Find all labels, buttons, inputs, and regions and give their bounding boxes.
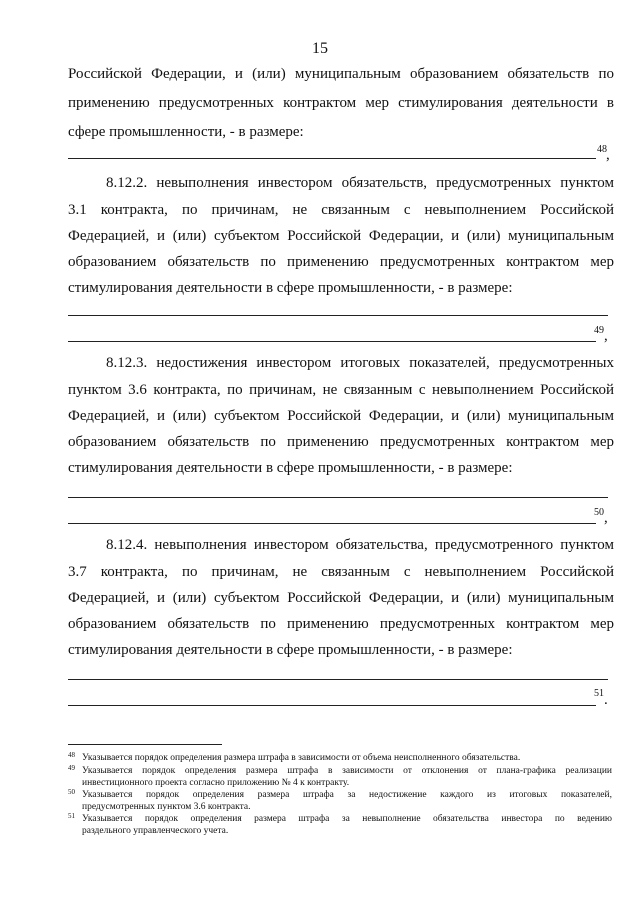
footnote-text: Указывается порядок определения размера штрафа в зависимости от объема неисполненного обязательства. (82, 753, 521, 763)
text-line: образованием обязательств по применению предусмотренных контрактом мер (68, 434, 614, 450)
footnote-line: предусмотренных пунктом 3.6 контракта. (82, 802, 251, 812)
footnote (68, 764, 612, 789)
text-line: 8.12.3. недостижения инвестором итоговых показателей, предусмотренных (106, 355, 614, 371)
text-line: пунктом 3.6 контракта, по причинам, не связанным с невыполнением Российской (68, 382, 614, 398)
text-line: 8.12.4. невыполнения инвестором обязательства, предусмотренного пунктом (106, 537, 614, 553)
trailing-punct: , (604, 328, 608, 344)
blank-rule (68, 705, 596, 706)
blank-rule (68, 679, 608, 680)
text-line: образованием обязательств по применению предусмотренных контрактом мер (68, 254, 614, 270)
text-line: образованием обязательств по применению предусмотренных контрактом мер (68, 616, 614, 632)
footnote-line: Указывается порядок определения размера штрафа в зависимости от отклонения от плана-графика реализации (82, 766, 612, 776)
text-line: Федерацией, и (или) субъектом Российской Федерации, и (или) муниципальным (68, 590, 614, 606)
trailing-punct: . (604, 692, 608, 708)
text-line: стимулирования деятельности в сфере промышленности, - в размере: (68, 460, 513, 476)
text-line: сфере промышленности, - в размере: (68, 124, 304, 140)
footnote-text (82, 789, 612, 813)
text-line: стимулирования деятельности в сфере промышленности, - в размере: (68, 642, 513, 658)
blank-rule (68, 497, 608, 498)
text-line: 3.7 контракта, по причинам, не связанным с невыполнением Российской (68, 564, 614, 580)
text-line: Федерацией, и (или) субъектом Российской Федерации, и (или) муниципальным (68, 228, 614, 244)
text-line: Российской Федерации, и (или) муниципальным образованием обязательств по (68, 66, 614, 82)
footnote-line: Указывается порядок определения размера штрафа за невыполнение обязательства инвестора по ведению (82, 814, 612, 824)
text-line: 3.1 контракта, по причинам, не связанным с невыполнением Российской (68, 202, 614, 218)
text-line: Федерацией, и (или) субъектом Российской Федерации, и (или) муниципальным (68, 408, 614, 424)
footnote (68, 752, 608, 765)
footnote-text (82, 765, 612, 789)
trailing-punct: , (606, 147, 610, 163)
footnote (68, 788, 612, 813)
footnote-ref: 48 (597, 144, 607, 155)
footnote (68, 812, 612, 837)
blank-rule (68, 341, 596, 342)
footnote-line: инвестиционного проекта согласно приложению № 4 к контракту. (82, 778, 350, 788)
footnote-number: 51 (68, 812, 75, 820)
footnote-ref: 49 (594, 325, 604, 336)
footnote-number: 49 (68, 764, 75, 772)
text-line: применению предусмотренных контрактом мер стимулирования деятельности в (68, 95, 614, 111)
footnote-ref: 50 (594, 507, 604, 518)
text-line: 8.12.2. невыполнения инвестором обязательств, предусмотренных пунктом (106, 175, 614, 191)
footnote-text (82, 813, 612, 837)
blank-rule (68, 523, 596, 524)
footnote-ref: 51 (594, 688, 604, 699)
blank-rule (68, 158, 596, 159)
footnote-number: 48 (68, 751, 75, 759)
trailing-punct: , (604, 510, 608, 526)
footnote-line: раздельного управленческого учета. (82, 826, 229, 836)
blank-rule (68, 315, 608, 316)
text-line: стимулирования деятельности в сфере промышленности, - в размере: (68, 280, 513, 296)
page-number: 15 (312, 40, 328, 57)
footnote-separator (68, 744, 222, 745)
footnote-line: Указывается порядок определения размера штрафа за недостижение каждого из итоговых показателей, (82, 790, 612, 800)
footnote-number: 50 (68, 788, 75, 796)
